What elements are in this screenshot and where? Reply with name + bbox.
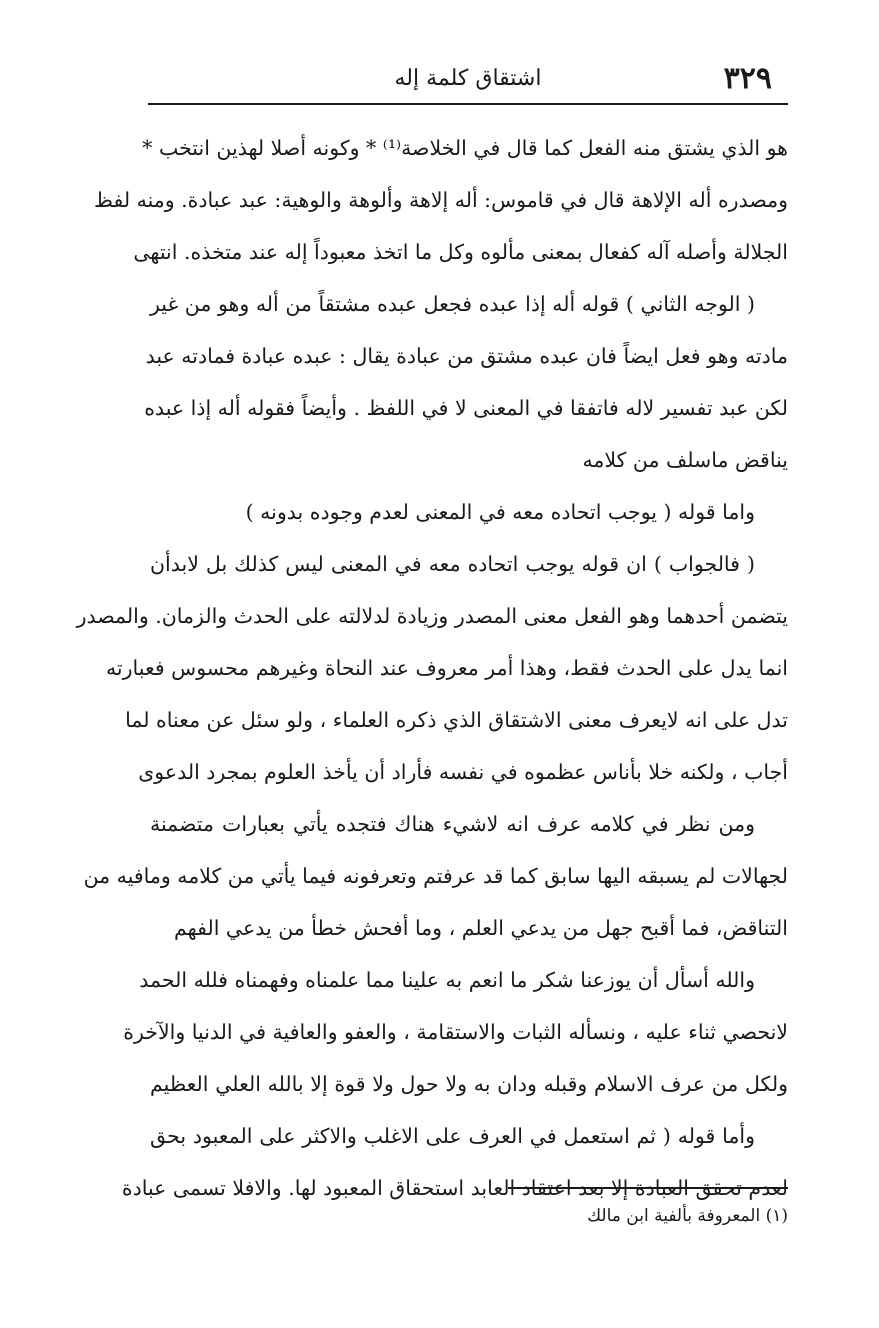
text-line: التناقض، فما أقبح جهل من يدعي العلم ، وما أفحش خطأ من يدعي الفهم bbox=[173, 916, 788, 940]
footnote: (١) المعروفة بألفية ابن مالك bbox=[587, 1206, 788, 1226]
footnote-rule bbox=[508, 1187, 788, 1189]
header-rule bbox=[148, 103, 788, 105]
text-line: واما قوله ( يوجب اتحاده معه في المعنى لعدم وجوده بدونه ) bbox=[245, 500, 755, 524]
text-line: ( الوجه الثاني ) قوله أله إذا عبده فجعل عبده مشتقاً من أله وهو من غير bbox=[150, 292, 755, 316]
text-line: ومصدره أله الإلاهة قال في قاموس: أله إلاهة وألوهة والوهية: عبد عبادة. ومنه لفظ bbox=[94, 188, 788, 212]
text-line: وأما قوله ( ثم استعمل في العرف على الاغلب والاكثر على المعبود بحق bbox=[150, 1124, 755, 1148]
running-title: اشتقاق كلمة إله bbox=[394, 66, 542, 91]
text-line: ولكل من عرف الاسلام وقبله ودان به ولا حول ولا قوة إلا بالله العلي العظيم bbox=[150, 1072, 788, 1096]
text-line: ( فالجواب ) ان قوله يوجب اتحاده معه في المعنى ليس كذلك بل لابدأن bbox=[150, 552, 755, 576]
text-line: انما يدل على الحدث فقط، وهذا أمر معروف عند النحاة وغيرهم محسوس فعبارته bbox=[105, 656, 788, 680]
text-line: يتضمن أحدهما وهو الفعل معنى المصدر وزيادة لدلالته على الحدث والزمان. والمصدر bbox=[76, 604, 788, 628]
text-line: لكن عبد تفسير لاله فاتفقا في المعنى لا في اللفظ . وأيضاً فقوله أله إذا عبده bbox=[144, 396, 788, 420]
page-number: ٣٢٩ bbox=[723, 61, 772, 96]
text-line: لعدم تحقق العبادة إلا بعد اعتقاد العابد استحقاق المعبود لها. والافلا تسمى عبادة bbox=[121, 1176, 788, 1200]
text-line: تدل على انه لايعرف معنى الاشتقاق الذي ذكره العلماء ، ولو سئل عن معناه لما bbox=[125, 708, 788, 732]
text-line: هو الذي يشتق منه الفعل كما قال في الخلاصة⁽¹⁾ * وكونه أصلا لهذين انتخب * bbox=[142, 136, 788, 160]
text-line: لانحصي ثناء عليه ، ونسأله الثبات والاستقامة ، والعفو والعافية في الدنيا والآخرة bbox=[123, 1020, 788, 1044]
text-line: يناقض ماسلف من كلامه bbox=[582, 448, 788, 472]
text-line: الجلالة وأصله آله كفعال بمعنى مألوه وكل ما اتخذ معبوداً إله عند متخذه. انتهى bbox=[133, 240, 788, 264]
page-header bbox=[148, 58, 788, 102]
text-line: لجهالات لم يسبقه اليها سابق كما قد عرفتم وتعرفونه فيما يأتي من كلامه ومافيه من bbox=[83, 864, 788, 888]
text-line: مادته وهو فعل ايضاً فان عبده مشتق من عبادة يقال : عبده عبادة فمادته عبد bbox=[145, 344, 788, 368]
text-line: ومن نظر في كلامه عرف انه لاشيء هناك فتجده يأتي بعبارات متضمنة bbox=[150, 812, 755, 836]
text-line: والله أسأل أن يوزعنا شكر ما انعم به علينا مما علمناه وفهمناه فلله الحمد bbox=[139, 968, 755, 992]
text-line: أجاب ، ولكنه خلا بأناس عظموه في نفسه فأراد أن يأخذ العلوم بمجرد الدعوى bbox=[138, 760, 788, 784]
